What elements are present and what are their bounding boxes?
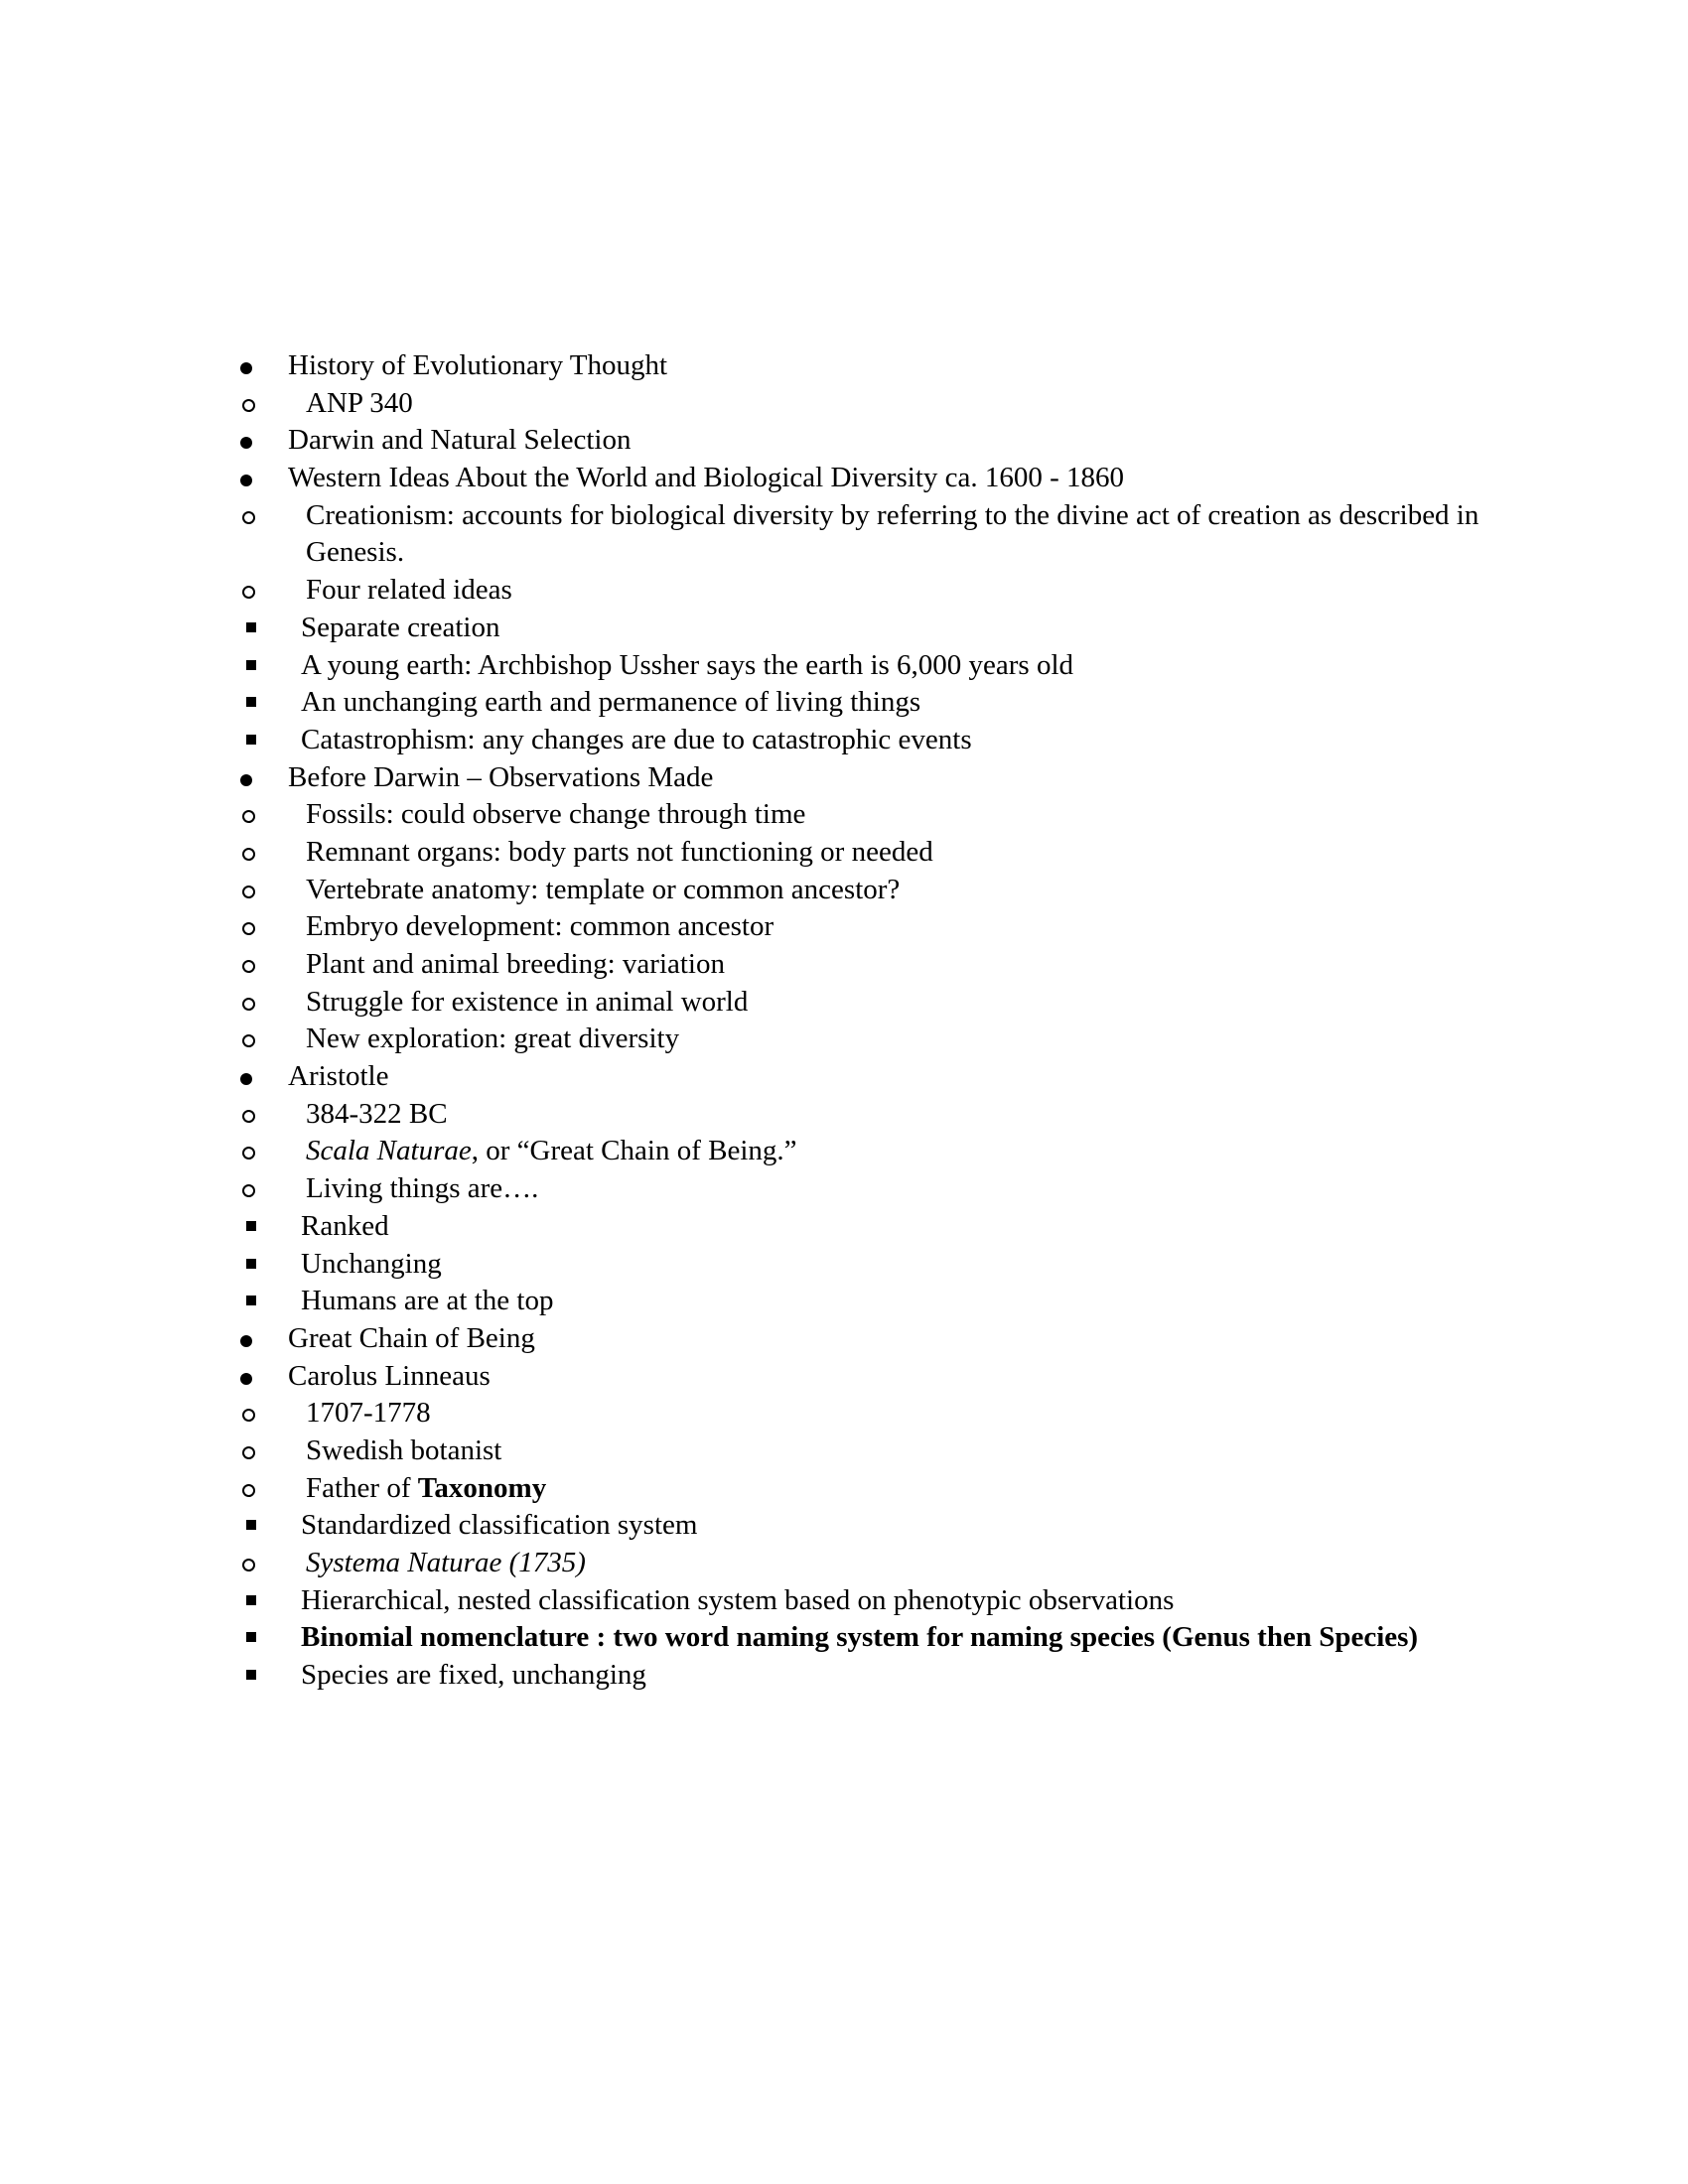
- outline-list: [228, 179, 1489, 1695]
- outline-item-label: [306, 1472, 546, 1504]
- outline-item-label: Vertebrate anatomy: template or common ancestor?: [306, 873, 901, 905]
- outline-item-label: Great Chain of Being: [288, 1321, 535, 1354]
- bullet-square-icon: [246, 610, 256, 644]
- outline-item-label: History of Evolutionary Thought: [288, 349, 668, 381]
- outline-item: [228, 1433, 1489, 1470]
- outline-item-label: Ranked: [301, 1209, 389, 1242]
- bullet-disc-icon: [240, 759, 260, 797]
- outline-item-label: Species are fixed, unchanging: [301, 1659, 646, 1692]
- outline-item-run: Systema Naturae (1735): [306, 1547, 586, 1578]
- outline-item-run: Father of: [306, 1471, 418, 1504]
- bullet-square-icon: [246, 1246, 256, 1281]
- bullet-circle-icon: [242, 1097, 255, 1134]
- bullet-circle-icon: [242, 1396, 255, 1433]
- outline-item-run: , or “Great Chain of Being.”: [471, 1135, 797, 1167]
- outline-item-label: Four related ideas: [306, 574, 512, 607]
- outline-item: [228, 1096, 1489, 1134]
- paragraph-spacer: [228, 280, 1489, 314]
- outline-item: [228, 684, 1489, 722]
- outline-item-label: 1707-1778: [306, 1397, 431, 1430]
- outline-item-label: [306, 1547, 586, 1578]
- bullet-circle-icon: [242, 498, 255, 535]
- outline-item-label: Aristotle: [288, 1060, 389, 1093]
- outline-item: [228, 572, 1489, 610]
- bullet-circle-icon: [242, 1171, 255, 1208]
- outline-item-label: Swedish botanist: [306, 1433, 502, 1466]
- outline-item-run: Scala Naturae: [306, 1135, 472, 1167]
- outline-item-label: Humans are at the top: [301, 1285, 554, 1317]
- bullet-disc-icon: [240, 422, 260, 460]
- paragraph-spacer: [228, 212, 1489, 246]
- outline-item-label: Embryo development: common ancestor: [306, 910, 774, 943]
- bullet-square-icon: [246, 1657, 256, 1692]
- outline-item: [228, 610, 1489, 647]
- outline-item-label: A young earth: Archbishop Ussher says the earth is 6,000 years old: [301, 648, 1074, 681]
- outline-item: [228, 1358, 1489, 1396]
- outline-item-label: Darwin and Natural Selection: [288, 424, 632, 457]
- outline-item-label: Before Darwin – Observations Made: [288, 760, 714, 793]
- outline-item-label: Fossils: could observe change through time: [306, 798, 806, 831]
- bullet-circle-icon: [242, 909, 255, 946]
- bullet-disc-icon: [240, 1320, 260, 1358]
- bullet-circle-icon: [242, 1433, 255, 1470]
- bullet-square-icon: [246, 1507, 256, 1542]
- bullet-square-icon: [246, 1582, 256, 1617]
- outline-item-run: Binomial nomenclature : two word naming system for naming species (Genus then Species): [301, 1621, 1419, 1654]
- outline-item-label: An unchanging earth and permanence of living things: [301, 686, 921, 719]
- bullet-circle-icon: [242, 873, 255, 909]
- outline-item-label: Struggle for existence in animal world: [306, 985, 749, 1018]
- outline-level-3: [228, 610, 1489, 759]
- outline-item-label: New exploration: great diversity: [306, 1023, 680, 1055]
- outline-item: [228, 1657, 1489, 1695]
- outline-item: [228, 1619, 1489, 1657]
- outline-item: [228, 1507, 1489, 1545]
- outline-item-label: [306, 1135, 797, 1166]
- outline-item: [228, 497, 1489, 572]
- outline-item-label: Western Ideas About the World and Biological Diversity ca. 1600 - 1860: [288, 462, 1125, 494]
- outline-level-2: [228, 1096, 1489, 1320]
- bullet-circle-icon: [242, 573, 255, 610]
- bullet-square-icon: [246, 647, 256, 682]
- outline-item: [228, 834, 1489, 872]
- bullet-circle-icon: [242, 1022, 255, 1058]
- outline-item-label: Standardized classification system: [301, 1509, 698, 1542]
- bullet-square-icon: [246, 1283, 256, 1317]
- outline-level-3: [228, 1582, 1489, 1695]
- outline-item: [228, 872, 1489, 909]
- outline-level-3: [228, 1507, 1489, 1545]
- outline-item: [228, 984, 1489, 1022]
- outline-item-label: Carolus Linneaus: [288, 1359, 491, 1392]
- outline-item-label: Unchanging: [301, 1247, 442, 1280]
- bullet-disc-icon: [240, 460, 260, 497]
- paragraph-spacer: [228, 246, 1489, 280]
- outline-item-label: 384-322 BC: [306, 1097, 448, 1130]
- outline-item: [228, 1133, 1489, 1170]
- outline-item: [228, 347, 1489, 385]
- bullet-circle-icon: [242, 797, 255, 834]
- outline-item-label: Catastrophism: any changes are due to catastrophic events: [301, 723, 972, 755]
- bullet-disc-icon: [240, 347, 260, 385]
- outline-item-label: [301, 1621, 1418, 1653]
- outline-item: [228, 460, 1489, 497]
- outline-item: [228, 722, 1489, 759]
- bullet-circle-icon: [242, 1546, 255, 1582]
- outline-item: [228, 1545, 1489, 1582]
- outline-item: [228, 1470, 1489, 1508]
- outline-item: [228, 796, 1489, 834]
- outline-item: [228, 1021, 1489, 1058]
- outline-item: [228, 422, 1489, 460]
- outline-item: [228, 946, 1489, 984]
- outline-item: [228, 1582, 1489, 1620]
- outline-item-label: Remnant organs: body parts not functioning or needed: [306, 835, 933, 868]
- outline-item: [228, 1320, 1489, 1358]
- outline-item-label: Creationism: accounts for biological diversity by referring to the divine act of creation as described in Genesis.: [306, 498, 1479, 569]
- outline-level-3: [228, 1208, 1489, 1320]
- outline-item: [228, 1395, 1489, 1433]
- outline-item: [228, 1283, 1489, 1320]
- outline-level-2: [228, 385, 1489, 423]
- bullet-circle-icon: [242, 835, 255, 872]
- outline-item: [228, 759, 1489, 797]
- bullet-circle-icon: [242, 985, 255, 1022]
- outline-item: [228, 1208, 1489, 1246]
- outline-level-1: [228, 347, 1489, 1695]
- outline-level-2: [228, 1395, 1489, 1695]
- bullet-circle-icon: [242, 1471, 255, 1508]
- outline-item-label: Separate creation: [301, 611, 500, 643]
- outline-level-2: [228, 796, 1489, 1058]
- outline-item: [228, 908, 1489, 946]
- bullet-circle-icon: [242, 947, 255, 984]
- outline-item-label: ANP 340: [306, 386, 413, 419]
- outline-item-label: Living things are….: [306, 1172, 539, 1205]
- outline-item-run: Taxonomy: [417, 1471, 547, 1504]
- paragraph-spacer: [228, 314, 1489, 347]
- bullet-disc-icon: [240, 1058, 260, 1096]
- outline-item: [228, 1170, 1489, 1208]
- outline-item: [228, 1246, 1489, 1284]
- bullet-circle-icon: [242, 1134, 255, 1170]
- bullet-square-icon: [246, 1619, 256, 1654]
- bullet-square-icon: [246, 1208, 256, 1243]
- paragraph-spacer: [228, 179, 1489, 212]
- outline-item: [228, 1058, 1489, 1096]
- outline-item-label: Hierarchical, nested classification system based on phenotypic observations: [301, 1583, 1175, 1616]
- bullet-square-icon: [246, 722, 256, 756]
- outline-level-2: [228, 497, 1489, 759]
- bullet-disc-icon: [240, 1358, 260, 1396]
- bullet-circle-icon: [242, 386, 255, 423]
- outline-item-label: Plant and animal breeding: variation: [306, 948, 725, 980]
- outline-item: [228, 385, 1489, 423]
- bullet-square-icon: [246, 684, 256, 719]
- outline-item: [228, 647, 1489, 685]
